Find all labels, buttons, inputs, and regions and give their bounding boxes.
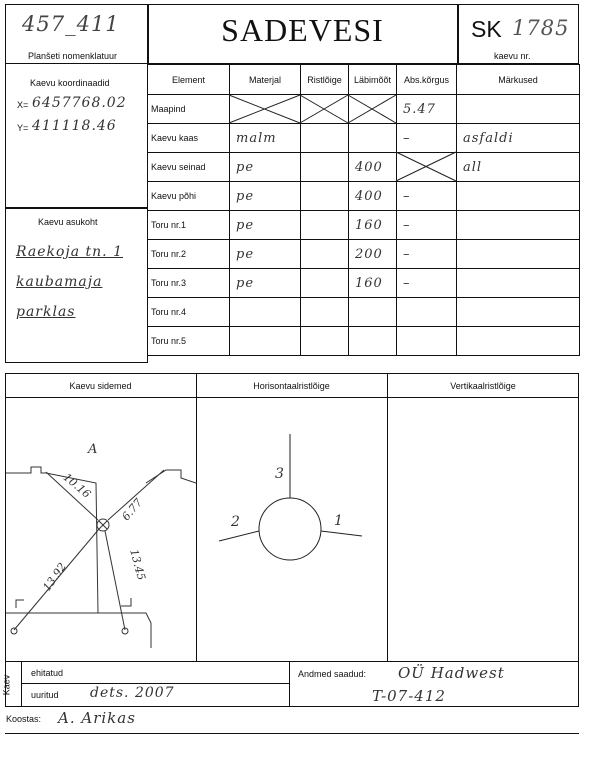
distance-label-3: 13.92 bbox=[40, 560, 69, 594]
well-circle bbox=[259, 498, 321, 560]
distance-label-1: 10.16 bbox=[60, 470, 94, 501]
sk-label: kaevu nr. bbox=[494, 51, 531, 61]
cell-materjal: pe bbox=[230, 240, 301, 269]
cell-markused: asfaldi bbox=[457, 124, 580, 153]
area-label: A bbox=[88, 442, 98, 457]
cell-labimoot: 400 bbox=[349, 153, 397, 182]
col-header-abs: Abs.kõrgus bbox=[397, 65, 457, 95]
location-line-1: Raekoja tn. 1 bbox=[16, 244, 123, 260]
pipe-2-line bbox=[219, 531, 259, 541]
cell-element: Maapind bbox=[148, 95, 230, 124]
cell-labimoot: 400 bbox=[349, 182, 397, 211]
coord-y-label: Y= bbox=[17, 123, 29, 133]
cell-abs: – bbox=[397, 211, 457, 240]
uuritud-value: dets. 2007 bbox=[90, 685, 175, 701]
nomenclature-value: 457_411 bbox=[22, 12, 120, 36]
cell-abs: 5.47 bbox=[397, 95, 457, 124]
location-label: Kaevu asukoht bbox=[38, 217, 98, 227]
cell-abs: – bbox=[397, 124, 457, 153]
col-header-markused: Märkused bbox=[457, 65, 580, 95]
cell-element: Kaevu põhi bbox=[148, 182, 230, 211]
distance-line-4 bbox=[105, 531, 125, 630]
pipe-1-label: 1 bbox=[334, 513, 343, 529]
col-header-element: Element bbox=[148, 65, 230, 95]
cell-materjal: pe bbox=[230, 269, 301, 298]
col-header-ristloige: Ristlõige bbox=[301, 65, 349, 95]
ehitatud-label: ehitatud bbox=[31, 668, 64, 678]
cell-element: Toru nr.1 bbox=[148, 211, 230, 240]
cell-materjal: pe bbox=[230, 211, 301, 240]
building-outline-right bbox=[146, 470, 196, 483]
coord-x-label: X= bbox=[17, 100, 29, 110]
cell-abs: – bbox=[397, 182, 457, 211]
cell-element: Kaevu kaas bbox=[148, 124, 230, 153]
vertical-title: Vertikaalristlõige bbox=[450, 381, 516, 391]
cell-labimoot: 200 bbox=[349, 240, 397, 269]
cell-abs: – bbox=[397, 269, 457, 298]
distance-label-4: 13.45 bbox=[127, 547, 148, 582]
location-line-2: kaubamaja bbox=[16, 274, 103, 290]
kaev-label: Kaev bbox=[1, 674, 12, 696]
kaev-divider bbox=[21, 662, 22, 707]
koostas-value: A. Arikas bbox=[58, 709, 136, 727]
cell-element: Kaevu seinad bbox=[148, 153, 230, 182]
sketch-divider-2 bbox=[387, 373, 388, 662]
cell-element: Toru nr.5 bbox=[148, 327, 230, 356]
page-title: SADEVESI bbox=[221, 12, 384, 48]
coords-label: Kaevu koordinaadid bbox=[30, 78, 110, 88]
koostas-label: Koostas: bbox=[6, 714, 42, 724]
cell-element: Toru nr.3 bbox=[148, 269, 230, 298]
cell-materjal: malm bbox=[230, 124, 301, 153]
andmed-value-2: T-07-412 bbox=[372, 687, 446, 705]
cell-labimoot: 160 bbox=[349, 211, 397, 240]
nomenclature-label: Planšeti nomenklatuur bbox=[28, 51, 118, 61]
andmed-label: Andmed saadud: bbox=[298, 669, 367, 679]
cell-markused: all bbox=[457, 153, 580, 182]
coord-y-value: 411118.46 bbox=[32, 118, 117, 134]
location-sketch bbox=[6, 398, 196, 661]
pipe-1-line bbox=[321, 531, 362, 536]
footer-divider bbox=[289, 662, 290, 707]
distance-label-2: 6.77 bbox=[119, 496, 146, 524]
sk-prefix: SK bbox=[471, 16, 502, 42]
horizontal-title: Horisontaalristlõige bbox=[253, 381, 330, 391]
cell-element: Toru nr.4 bbox=[148, 298, 230, 327]
cell-element: Toru nr.2 bbox=[148, 240, 230, 269]
coord-x-value: 6457768.02 bbox=[32, 95, 127, 111]
koostas-line bbox=[5, 733, 579, 734]
col-header-materjal: Materjal bbox=[230, 65, 301, 95]
cell-materjal: pe bbox=[230, 153, 301, 182]
andmed-value: OÜ Hadwest bbox=[398, 664, 505, 682]
location-line-3: parklas bbox=[16, 304, 76, 320]
sk-number: 1785 bbox=[512, 16, 570, 40]
cell-materjal: pe bbox=[230, 182, 301, 211]
cell-abs: – bbox=[397, 240, 457, 269]
col-header-labimoot: Läbimõõt bbox=[349, 65, 397, 95]
uuritud-label: uuritud bbox=[31, 690, 59, 700]
sidemed-title: Kaevu sidemed bbox=[69, 381, 132, 391]
footer-mid-line bbox=[21, 683, 289, 684]
horizontal-section-sketch bbox=[197, 398, 387, 661]
pipe-2-label: 2 bbox=[231, 514, 240, 530]
pipe-3-label: 3 bbox=[275, 466, 284, 482]
cell-labimoot: 160 bbox=[349, 269, 397, 298]
